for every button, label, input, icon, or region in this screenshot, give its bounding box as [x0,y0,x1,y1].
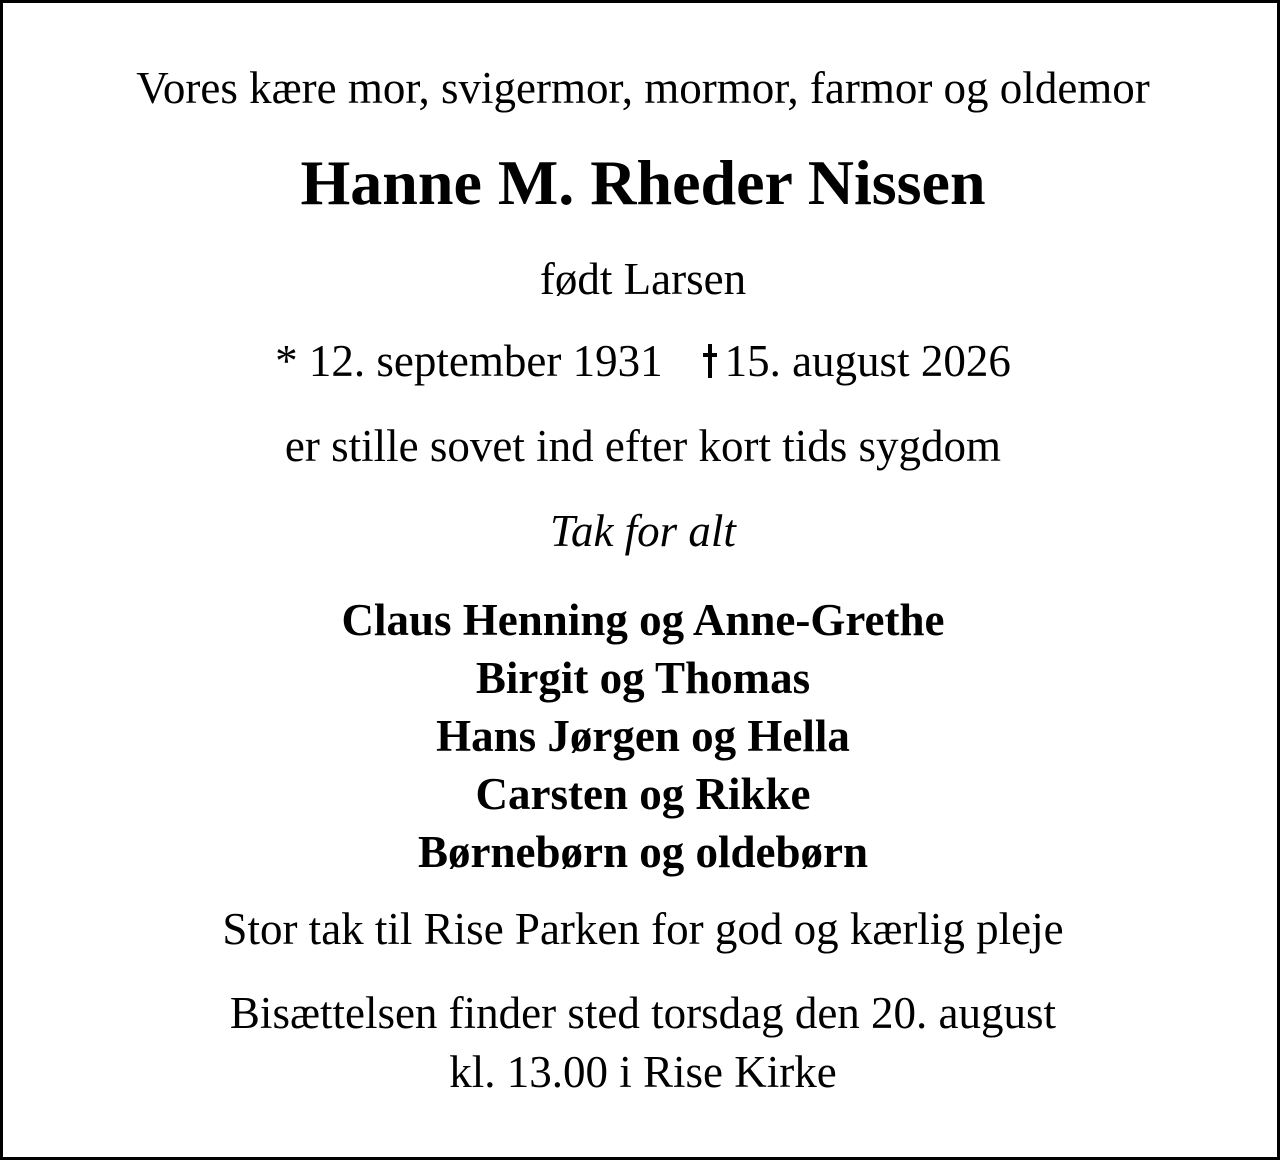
family-member: Claus Henning og Anne-Grethe [341,595,945,645]
thanks-text: Tak for alt [550,506,736,556]
family-member: Birgit og Thomas [475,653,811,703]
care-thanks-text: Stor tak til Rise Parken for god og kærlig pleje [222,904,1064,954]
family-member: Carsten og Rikke [475,769,811,819]
family-member: Børnebørn og oldebørn [417,827,869,877]
life-dates [3,336,1280,386]
intro-text: Vores kære mor, svigermor, mormor, farmor og oldemor [136,63,1150,113]
passing-text: er stille sovet ind efter kort tids sygdom [284,421,1002,471]
funeral-info-line-1: Bisættelsen finder sted torsdag den 20. august [229,988,1057,1038]
latin-cross-icon [703,344,717,378]
maiden-name: født Larsen [539,254,747,304]
family-member: Hans Jørgen og Hella [436,711,850,761]
birth-date: * 12. september 1931 [275,336,663,386]
family-list [3,591,1280,881]
deceased-name: Hanne M. Rheder Nissen [300,147,986,218]
death-date: 15. august 2026 [724,336,1011,386]
funeral-info-line-2: kl. 13.00 i Rise Kirke [449,1047,837,1097]
